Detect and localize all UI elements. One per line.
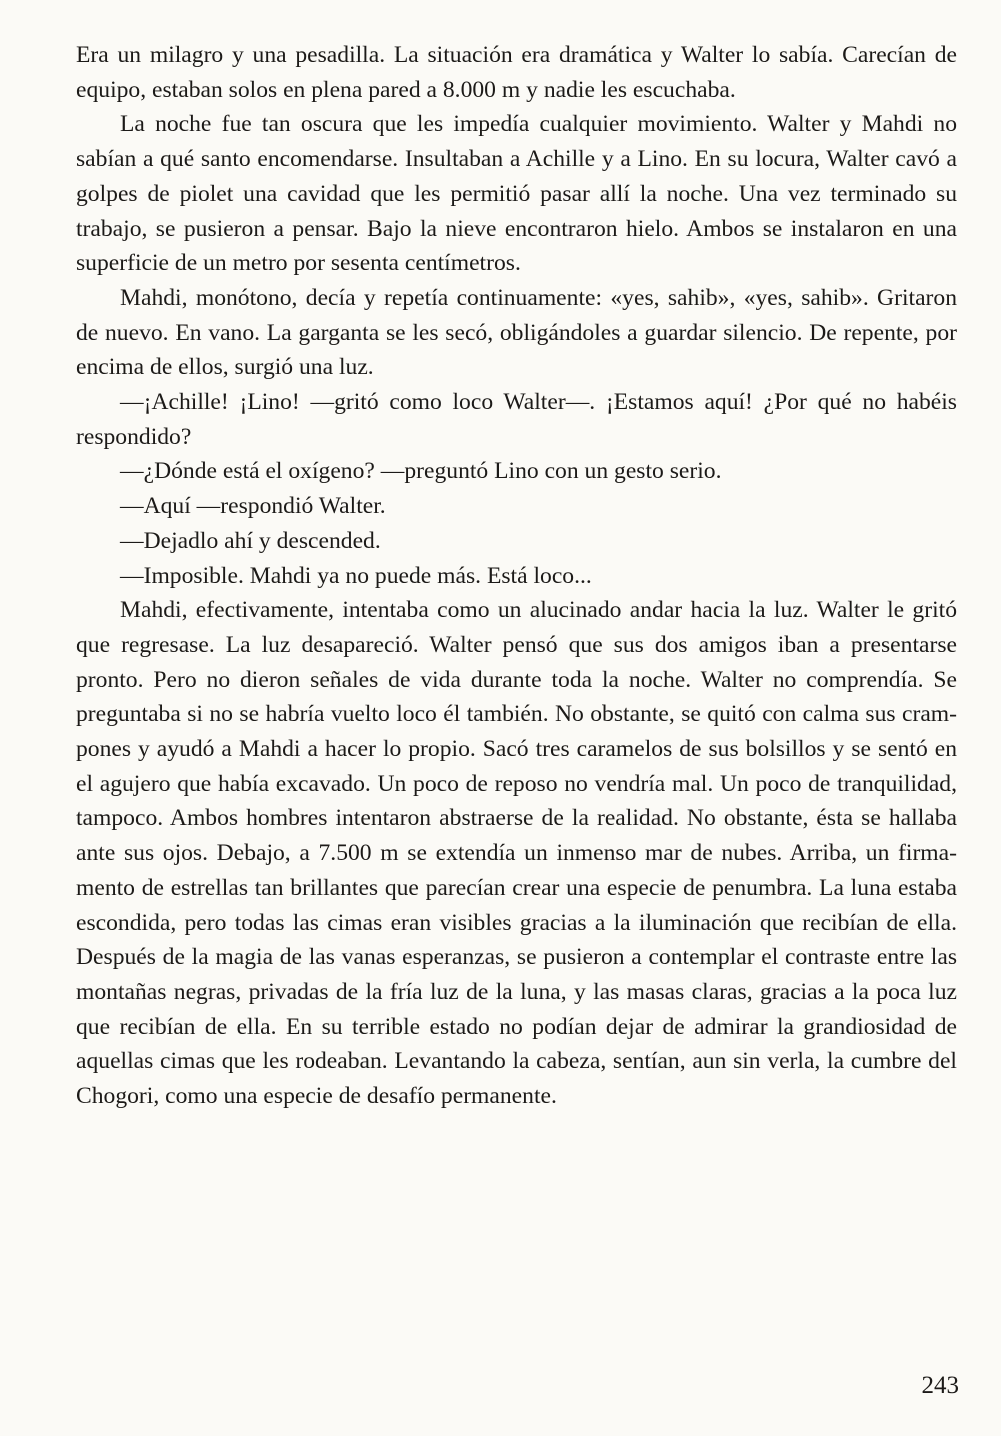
paragraph: Mahdi, efectivamente, intentaba como un alucinado andar hacia la luz. Walter le gritó que regresase. La luz desapareció. Walter pensó que sus dos amigos iban a presentarse pronto. Pero no dieron señales de vida durante toda la noche. Walter no comprendía. Se preguntaba si no se habría vuelto loco él también. No obstante, se quitó con calma sus crampones y ayudó a Mahdi a hacer lo propio. Sacó tres caramelos de sus bolsillos y se sentó en el agujero que había excavado. Un poco de reposo no vendría mal. Un poco de tranquilidad, tampoco. Ambos hombres intentaron abstraerse de la realidad. No obstante, ésta se hallaba ante sus ojos. Debajo, a 7.500 m se extendía un inmenso mar de nubes. Arriba, un firmamento de estrellas tan brillantes que parecían crear una especie de penumbra. La luna estaba escondida, pero todas las cimas eran visibles gracias a la iluminación que recibían de ella. Después de la magia de las vanas esperanzas, se pusieron a contemplar el contraste entre las montañas negras, privadas de la fría luz de la luna, y las masas claras, gracias a la poca luz que recibían de ella. En su terrible estado no podían dejar de admirar la grandiosidad de aquellas cimas que les rodeaban. Levantando la cabeza, sentían, aun sin verla, la cumbre del Chogori, como una especie de desafío permanente. — [76, 597, 957, 1110]
page-number: 243 — [921, 1372, 959, 1399]
dialogue-line: —Aquí —respondió Walter. — [120, 493, 386, 520]
dialogue-line: —¡Achille! ¡Lino! —gritó como loco Walter—. ¡Estamos aquí! ¿Por qué no habéis respondido? — [76, 389, 957, 450]
paragraph: Era un milagro y una pesadilla. La situación era dramática y Walter lo sabía. Carecían de equipo, estaban solos en plena pared a 8.000 m y nadie les escuchaba. — [76, 42, 957, 103]
dialogue-line: —Dejadlo ahí y descended. — [120, 527, 381, 554]
paragraph: Mahdi, monótono, decía y repetía continuamente: «yes, sahib», «yes, sahib». Gritaron de nuevo. En vano. La garganta se les secó, obligándoles a guardar silencio. De repente, por encima de ellos, surgió una luz. — [76, 284, 957, 381]
body-text — [76, 38, 957, 1114]
dialogue-line: —Imposible. Mahdi ya no puede más. Está loco... — [120, 562, 592, 589]
dialogue-line: —¿Dónde está el oxígeno? —preguntó Lino con un gesto serio. — [120, 458, 722, 485]
paragraph: La noche fue tan oscura que les impedía cualquier movimiento. Walter y Mahdi no sabían a qué santo encomendarse. Insultaban a Achille y a Lino. En su locura, Walter cavó a golpes de piolet una cavidad que les permitió pasar allí la noche. Una vez terminado su trabajo, se pusieron a pensar. Bajo la nieve encontraron hielo. Ambos se instalaron en una superficie de un metro por sesenta centímetros. — [76, 111, 957, 277]
